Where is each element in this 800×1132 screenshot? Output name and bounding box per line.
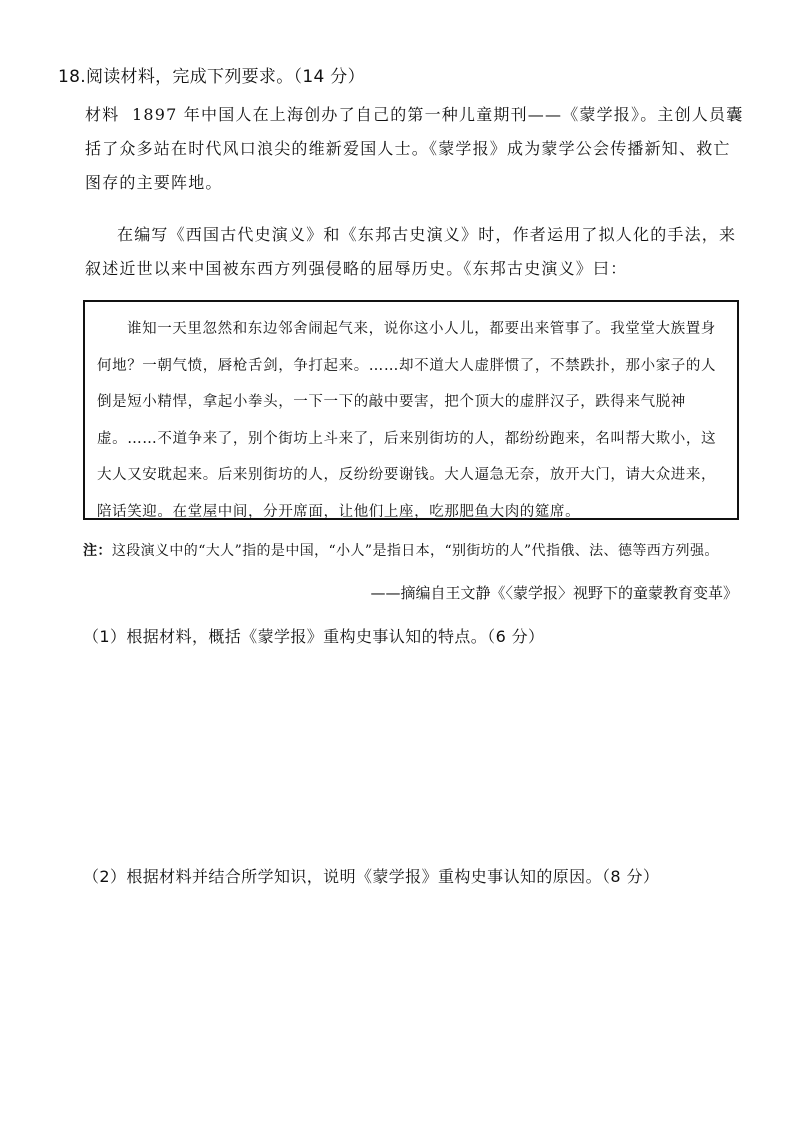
material-note	[83, 540, 753, 560]
quote-box: 谁知一天里忽然和东边邻舍闹起气来，说你这小人儿，都要出来管事了。我堂堂大族置身何地？一朝气愤，唇枪舌剑，争打起来。……却不道大人虚胖惯了，不禁跌扑，那小家子的人倒是短小精悍，拿起小拳头，一下一下的敲中要害，把个顶大的虚胖汉子，跌得来气脱神虚。……不道争来了，别个街坊上斗来了，后来别街坊的人，都纷纷跑来，名叫帮大欺小，这大人又安耽起来。后来别街坊的人，反纷纷要谢钱。大人逼急无奈，放开大门，请大众进来，陪话笑迎。在堂屋中间，分开席面，让他们上座，吃那肥鱼大肉的筵席。	[83, 300, 739, 520]
note-text: 这段演义中的“大人”指的是中国，“小人”是指日本，“别街坊的人”代指俄、法、德等西方列强。	[111, 543, 719, 559]
sub-question-1: （1）根据材料，概括《蒙学报》重构史事认知的特点。（6 分）	[83, 627, 545, 646]
answer-area-2[interactable]	[83, 900, 743, 1110]
question-number: 18.	[58, 67, 86, 87]
material-label: 材料	[85, 105, 120, 124]
material-paragraph-2: 在编写《西国古代史演义》和《东邦古史演义》时，作者运用了拟人化的手法，来叙述近世以来中国被东西方列强侵略的屈辱历史。《东邦古史演义》曰：	[85, 225, 737, 278]
question-instruction: 阅读材料，完成下列要求。	[85, 67, 294, 87]
material-paragraph-1-text: 1897 年中国人在上海创办了自己的第一种儿童期刊——《蒙学报》。主创人员囊括了众多站在时代风口浪尖的维新爱国人士。《蒙学报》成为蒙学公会传播新知、救亡图存的主要阵地。	[85, 105, 744, 192]
sub-question-2: （2）根据材料并结合所学知识，说明《蒙学报》重构史事认知的原因。（8 分）	[83, 867, 660, 886]
material-paragraph-1	[85, 98, 745, 200]
answer-area-1[interactable]	[83, 660, 743, 850]
material-source: ——摘编自王文静《〈蒙学报〉视野下的童蒙教育变革》	[370, 584, 738, 602]
question-title	[58, 62, 365, 87]
note-label: 注：	[83, 543, 112, 559]
question-points: （14 分）	[293, 67, 365, 87]
